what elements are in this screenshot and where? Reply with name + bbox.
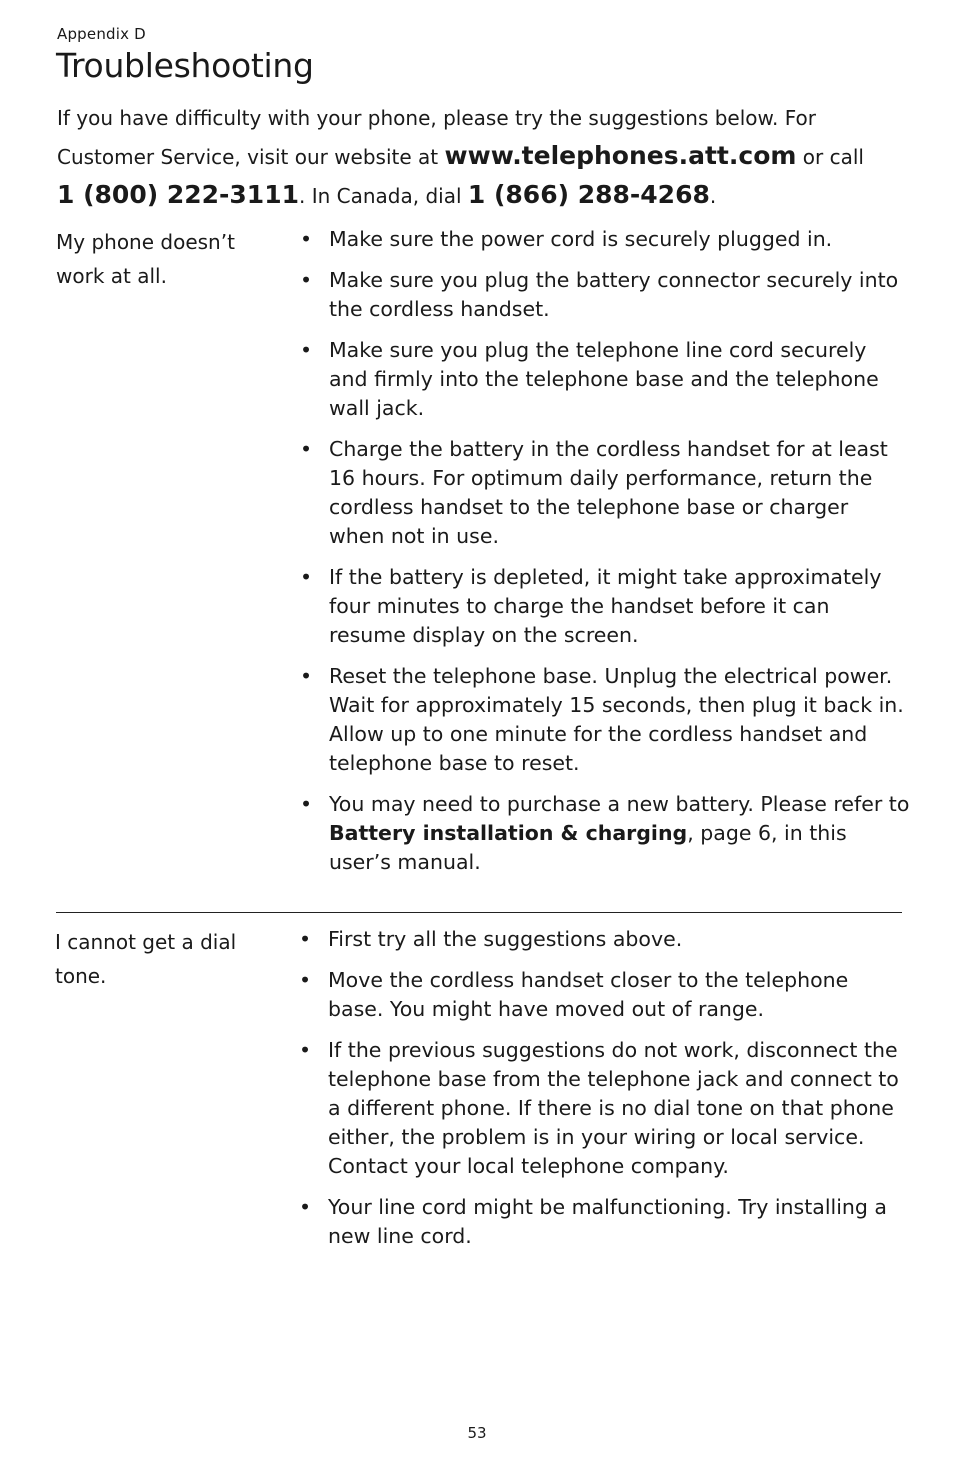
list-item (300, 266, 910, 324)
bullet: • (300, 268, 313, 292)
suggestion-text: You may need to purchase a new battery. Please refer to (329, 792, 910, 816)
suggestion-text: Make sure you plug the battery connector securely into the cordless handset. (329, 268, 899, 321)
list-item (299, 1036, 909, 1181)
phone-number-us: 1 (800) 222-3111 (57, 180, 299, 209)
bullet: • (299, 968, 312, 992)
suggestion-list (299, 925, 909, 1263)
issue-title: My phone doesn’t work at all. (56, 230, 235, 288)
phone-number-canada: 1 (866) 288-4268 (467, 180, 710, 209)
suggestion-text: First try all the suggestions above. (328, 927, 683, 951)
suggestion-text: If the previous suggestions do not work, disconnect the telephone base from the telephone jack and connect to a different phone. If there is no dial tone on that phone either, the problem is in your wiring or local service. Contact your local telephone company. (328, 1038, 899, 1178)
bullet: • (300, 338, 313, 362)
bullet: • (299, 927, 312, 951)
suggestion-text: Make sure you plug the telephone line cord securely and firmly into the telephone base and the telephone wall jack. (329, 338, 879, 420)
bullet: • (300, 227, 313, 251)
manual-section-reference: Battery installation & charging (329, 821, 688, 845)
appendix-label: Appendix D (57, 25, 146, 43)
bullet: • (300, 664, 313, 688)
intro-paragraph (57, 100, 917, 215)
suggestion-text: , page 6, in this user’s manual. (329, 821, 847, 874)
intro-text: If you have difficulty with your phone, please try the suggestions below. For Customer Service, visit our website at (57, 106, 817, 169)
suggestion-text: Charge the battery in the cordless handset for at least 16 hours. For optimum daily performance, return the cordless handset to the telephone base or charger when not in use. (329, 437, 888, 548)
bullet: • (300, 437, 313, 461)
list-item (300, 790, 910, 877)
suggestion-text: Reset the telephone base. Unplug the electrical power. Wait for approximately 15 seconds, then plug it back in. Allow up to one minute for the cordless handset and telephone base to reset. (329, 664, 904, 775)
suggestion-text: If the battery is depleted, it might take approximately four minutes to charge the handset before it can resume display on the screen. (329, 565, 882, 647)
bullet: • (300, 792, 313, 816)
page-title: Troubleshooting (56, 46, 314, 85)
list-item (300, 662, 910, 778)
website-link: www.telephones.att.com (444, 141, 797, 170)
suggestion-list (300, 225, 910, 889)
suggestion-text: Your line cord might be malfunctioning. Try installing a new line cord. (328, 1195, 887, 1248)
page-number: 53 (467, 1424, 487, 1442)
bullet: • (299, 1195, 312, 1219)
section-divider (56, 912, 902, 913)
list-item (299, 1193, 909, 1251)
bullet: • (299, 1038, 312, 1062)
intro-text: . (709, 184, 717, 208)
issue-title: I cannot get a dial tone. (55, 930, 237, 988)
suggestion-text: Make sure the power cord is securely plugged in. (329, 227, 833, 251)
intro-text: . In Canada, dial (298, 184, 468, 208)
suggestion-text: Move the cordless handset closer to the telephone base. You might have moved out of range. (328, 968, 849, 1021)
intro-text: or call (796, 145, 864, 169)
list-item (299, 925, 909, 954)
list-item (300, 563, 910, 650)
list-item (300, 435, 910, 551)
list-item (299, 966, 909, 1024)
bullet: • (300, 565, 313, 589)
list-item (300, 225, 910, 254)
list-item (300, 336, 910, 423)
